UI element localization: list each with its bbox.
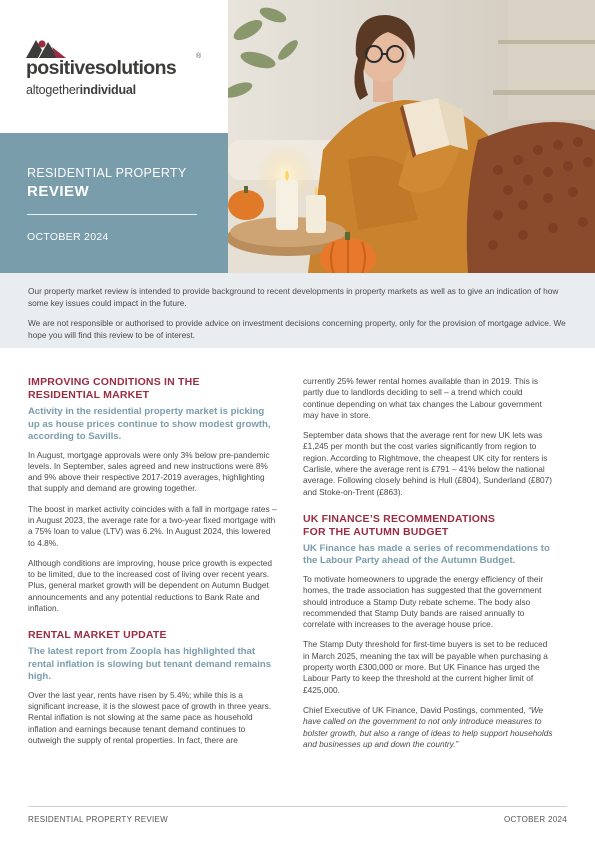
footer-divider bbox=[28, 806, 567, 807]
issue-date: OCTOBER 2024 bbox=[27, 231, 109, 243]
paragraph: Over the last year, rents have risen by 5.4%; while this is a significant increase, it is the slowest pace of growth in three years. Rental inflation is not slowing at the same pace as household inflation and earnings because tenant demand continues to outweigh the supply of rental properties. In fact, there are bbox=[28, 689, 272, 746]
title-line1: RESIDENTIAL PROPERTY bbox=[27, 166, 187, 180]
heading-rental-market: RENTAL MARKET UPDATE bbox=[28, 629, 167, 642]
footer bbox=[0, 800, 595, 842]
title-divider bbox=[27, 214, 197, 215]
intro-band bbox=[0, 273, 595, 348]
brand-name: positivesolutions bbox=[26, 57, 177, 79]
brand-tagline: altogetherindividual bbox=[26, 83, 136, 97]
page-title: REVIEW bbox=[27, 183, 90, 200]
paragraph: September data shows that the average rent for new UK lets was £1,245 per month but the cost varies significantly from region to region. According to Rightmove, the cheapest UK city for renters is Carlisle, where the average rent is £791 – 41% below the national average. Following closely behind is Hull (£804), Sunderland (£807) and Stoke-on-Trent (£863). bbox=[303, 430, 553, 497]
header bbox=[0, 0, 595, 273]
brand-mark-icon bbox=[26, 38, 66, 58]
footer-title: RESIDENTIAL PROPERTY REVIEW bbox=[28, 815, 168, 824]
brand-logo bbox=[0, 0, 228, 133]
heading-uk-finance: UK FINANCE’S RECOMMENDATIONS FOR THE AUTUMN BUDGET bbox=[303, 512, 496, 538]
lead-improving-conditions: Activity in the residential property market is picking up as house prices continue to show modest growth, according to Savills. bbox=[28, 406, 271, 442]
left-column bbox=[28, 376, 278, 755]
paragraph: To motivate homeowners to upgrade the energy efficiency of their homes, the trade association has suggested that the government should introduce a Stamp Duty rebate scheme. The body also recommended that Stamp Duty bands are raised annually to correlate with increases to the average house price. bbox=[303, 573, 544, 630]
lead-uk-finance: UK Finance has made a series of recommendations to the Labour Party ahead of the Autumn Budget. bbox=[303, 542, 550, 567]
paragraph: The Stamp Duty threshold for first-time buyers is set to be reduced in March 2025, meaning the tax will be payable when purchasing a property worth £300,000 or more. But UK Finance has urged the Labour Party to keep the threshold at the current higher limit of £425,000. bbox=[303, 639, 548, 695]
paragraph: In August, mortgage approvals were only 3% below pre-pandemic levels. In September, sales agreed and new instructions were 8% and 9% above their respective 2017-2019 averages, highlighting that supply and demand are growing together. bbox=[28, 449, 270, 494]
hero-photo bbox=[228, 0, 595, 273]
paragraph: Although conditions are improving, house price growth is expected to be limited, due to the increased cost of living over recent years. Plus, general market growth will be dependent on Autumn Budget announcements and any potential reductions to Bank Rate and inflation. bbox=[28, 557, 272, 614]
footer-date: OCTOBER 2024 bbox=[503, 815, 567, 824]
paragraph: The boost in market activity coincides with a fall in mortgage rates – in August 2023, the average rate for a two-year fixed mortgage with a 75% loan to value (LTV) was 6.2%. In August 2024, this lowered to 4.8%. bbox=[28, 503, 277, 548]
intro-paragraph-1: Our property market review is intended to provide background to recent developments in property markets as well as to give an indication of how some key issues could impact in the future. bbox=[28, 286, 559, 308]
lead-rental-market: The latest report from Zoopla has highlighted that rental inflation is slowing but tenant demand remains high. bbox=[28, 646, 272, 683]
heading-improving-conditions: IMPROVING CONDITIONS IN THE RESIDENTIAL MARKET bbox=[28, 376, 200, 401]
right-column bbox=[303, 376, 553, 759]
intro-paragraph-2: We are not responsible or authorised to provide advice on investment decisions concerning property, only for the provision of mortgage advice. We hope you will find this review to be of interest. bbox=[28, 318, 566, 340]
quote: “We have called on the government to not only introduce measures to bolster growth, but also a range of ideas to help support households and businesses up and down the country.” bbox=[303, 704, 553, 749]
registered-mark: ® bbox=[196, 53, 202, 60]
paragraph: currently 25% fewer rental homes available than in 2019. This is partly due to landlords deciding to sell – a trend which could continue depending on what tax changes the Labour government may have in store. bbox=[303, 376, 542, 420]
title-panel bbox=[0, 133, 228, 273]
paragraph: Chief Executive of UK Finance, David Postings, commented, “We have called on the government to not only introduce measures to bolster growth, but also a range of ideas to help support households and businesses up and down the country.” bbox=[303, 704, 553, 749]
